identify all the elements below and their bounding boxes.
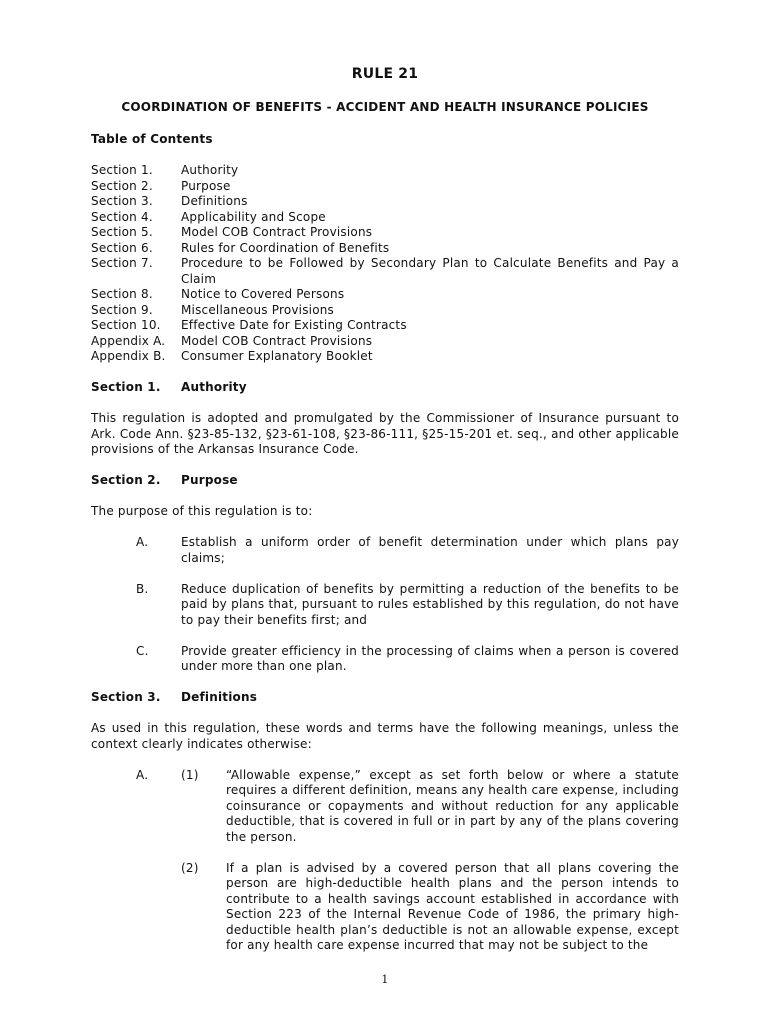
toc-entry-title: Consumer Explanatory Booklet — [181, 349, 373, 363]
toc-entry-title: Rules for Coordination of Benefits — [181, 240, 390, 255]
toc-entry — [91, 334, 679, 350]
toc-entry — [91, 225, 679, 241]
list-item-text: Establish a uniform order of benefit determination under which plans pay claims; — [181, 535, 679, 565]
toc-entry-title: Effective Date for Existing Contracts — [181, 318, 407, 332]
toc-entry — [91, 194, 679, 210]
section-title: Definitions — [181, 690, 258, 704]
definition-number: (2) — [181, 860, 199, 875]
section-number: Section 2. — [91, 473, 161, 487]
toc-entry-number: Section 7. — [91, 256, 153, 270]
toc-entry — [91, 303, 679, 319]
toc-entry-number: Section 10. — [91, 318, 161, 332]
section-heading-definitions — [91, 690, 679, 706]
toc-entry-number: Section 6. — [91, 240, 153, 255]
table-of-contents — [91, 163, 679, 365]
toc-entry-title: Miscellaneous Provisions — [181, 302, 335, 317]
definition-item — [91, 861, 679, 954]
definition-text: If a plan is advised by a covered person that all plans covering the person are high-deductible health plans and the person intends to contribute to a health savings account established in accordance with Section 223 of the Internal Revenue Code of 1986, the primary high-deductible health plan’s deductible is not an allowable expense, except for any health care expense incurred that may not be subject to the — [226, 860, 679, 952]
toc-entry — [91, 318, 679, 334]
toc-entry-number: Section 4. — [91, 209, 153, 224]
section-paragraph: This regulation is adopted and promulgated by the Commissioner of Insurance pursuant to Ark. Code Ann. §23-85-132, §23-61-108, §23-86-111, §25-15-201 et. seq., and other applicable provisions of the Arkansas Insurance Code. — [91, 411, 679, 456]
toc-entry-title: Procedure to be Followed by Secondary Plan to Calculate Benefits and Pay a Claim — [181, 256, 679, 286]
toc-entry-number: Section 2. — [91, 178, 153, 193]
toc-entry-number: Section 8. — [91, 287, 153, 301]
toc-entry — [91, 256, 679, 287]
page-subtitle: COORDINATION OF BENEFITS - ACCIDENT AND HEALTH INSURANCE POLICIES — [121, 100, 649, 114]
toc-entry-number: Appendix B. — [91, 349, 166, 363]
definition-letter: A. — [136, 767, 149, 782]
toc-entry — [91, 210, 679, 226]
toc-entry-title: Purpose — [181, 178, 231, 193]
toc-entry-number: Section 1. — [91, 163, 153, 177]
page-number: 1 — [381, 973, 389, 986]
toc-entry-title: Authority — [181, 163, 239, 177]
list-item-text: Provide greater efficiency in the processing of claims when a person is covered under more than one plan. — [181, 643, 679, 673]
toc-entry-number: Appendix A. — [91, 333, 166, 348]
list-item-letter: B. — [136, 581, 149, 596]
section-title: Authority — [181, 380, 247, 394]
toc-entry — [91, 349, 679, 365]
section-paragraph: As used in this regulation, these words and terms have the following meanings, unless the context clearly indicates otherwise: — [91, 721, 679, 751]
toc-entry-number: Section 3. — [91, 194, 153, 208]
section-paragraph: The purpose of this regulation is to: — [91, 504, 313, 518]
toc-entry — [91, 241, 679, 257]
list-item — [91, 644, 679, 675]
section-heading-purpose — [91, 473, 679, 489]
toc-entry — [91, 287, 679, 303]
toc-entry-title: Definitions — [181, 194, 248, 208]
list-item-text: Reduce duplication of benefits by permitting a reduction of the benefits to be paid by plans that, pursuant to rules established by this regulation, do not have to pay their benefits first; and — [181, 581, 679, 627]
toc-entry-title: Model COB Contract Provisions — [181, 225, 373, 239]
definition-text: “Allowable expense,” except as set forth below or where a statute requires a different definition, means any health care expense, including coinsurance or copayments and without reduction for any applicable deductible, that is covered in full or in part by any of the plans covering the person. — [226, 767, 679, 844]
toc-entry — [91, 179, 679, 195]
list-item — [91, 582, 679, 629]
toc-heading: Table of Contents — [91, 132, 213, 146]
toc-entry-number: Section 9. — [91, 302, 153, 317]
toc-entry — [91, 163, 679, 179]
list-item — [91, 535, 679, 566]
definition-number: (1) — [181, 767, 199, 782]
page-title: RULE 21 — [351, 66, 419, 82]
list-item-letter: A. — [136, 535, 149, 549]
toc-entry-title: Notice to Covered Persons — [181, 287, 345, 301]
section-number: Section 3. — [91, 690, 161, 704]
list-item-letter: C. — [136, 643, 149, 658]
toc-entry-title: Applicability and Scope — [181, 209, 326, 224]
document-content — [91, 132, 679, 969]
section-title: Purpose — [181, 473, 238, 487]
section-heading-authority — [91, 380, 679, 396]
definition-item — [91, 768, 679, 846]
toc-entry-number: Section 5. — [91, 225, 153, 239]
section-number: Section 1. — [91, 380, 161, 394]
toc-entry-title: Model COB Contract Provisions — [181, 333, 373, 348]
